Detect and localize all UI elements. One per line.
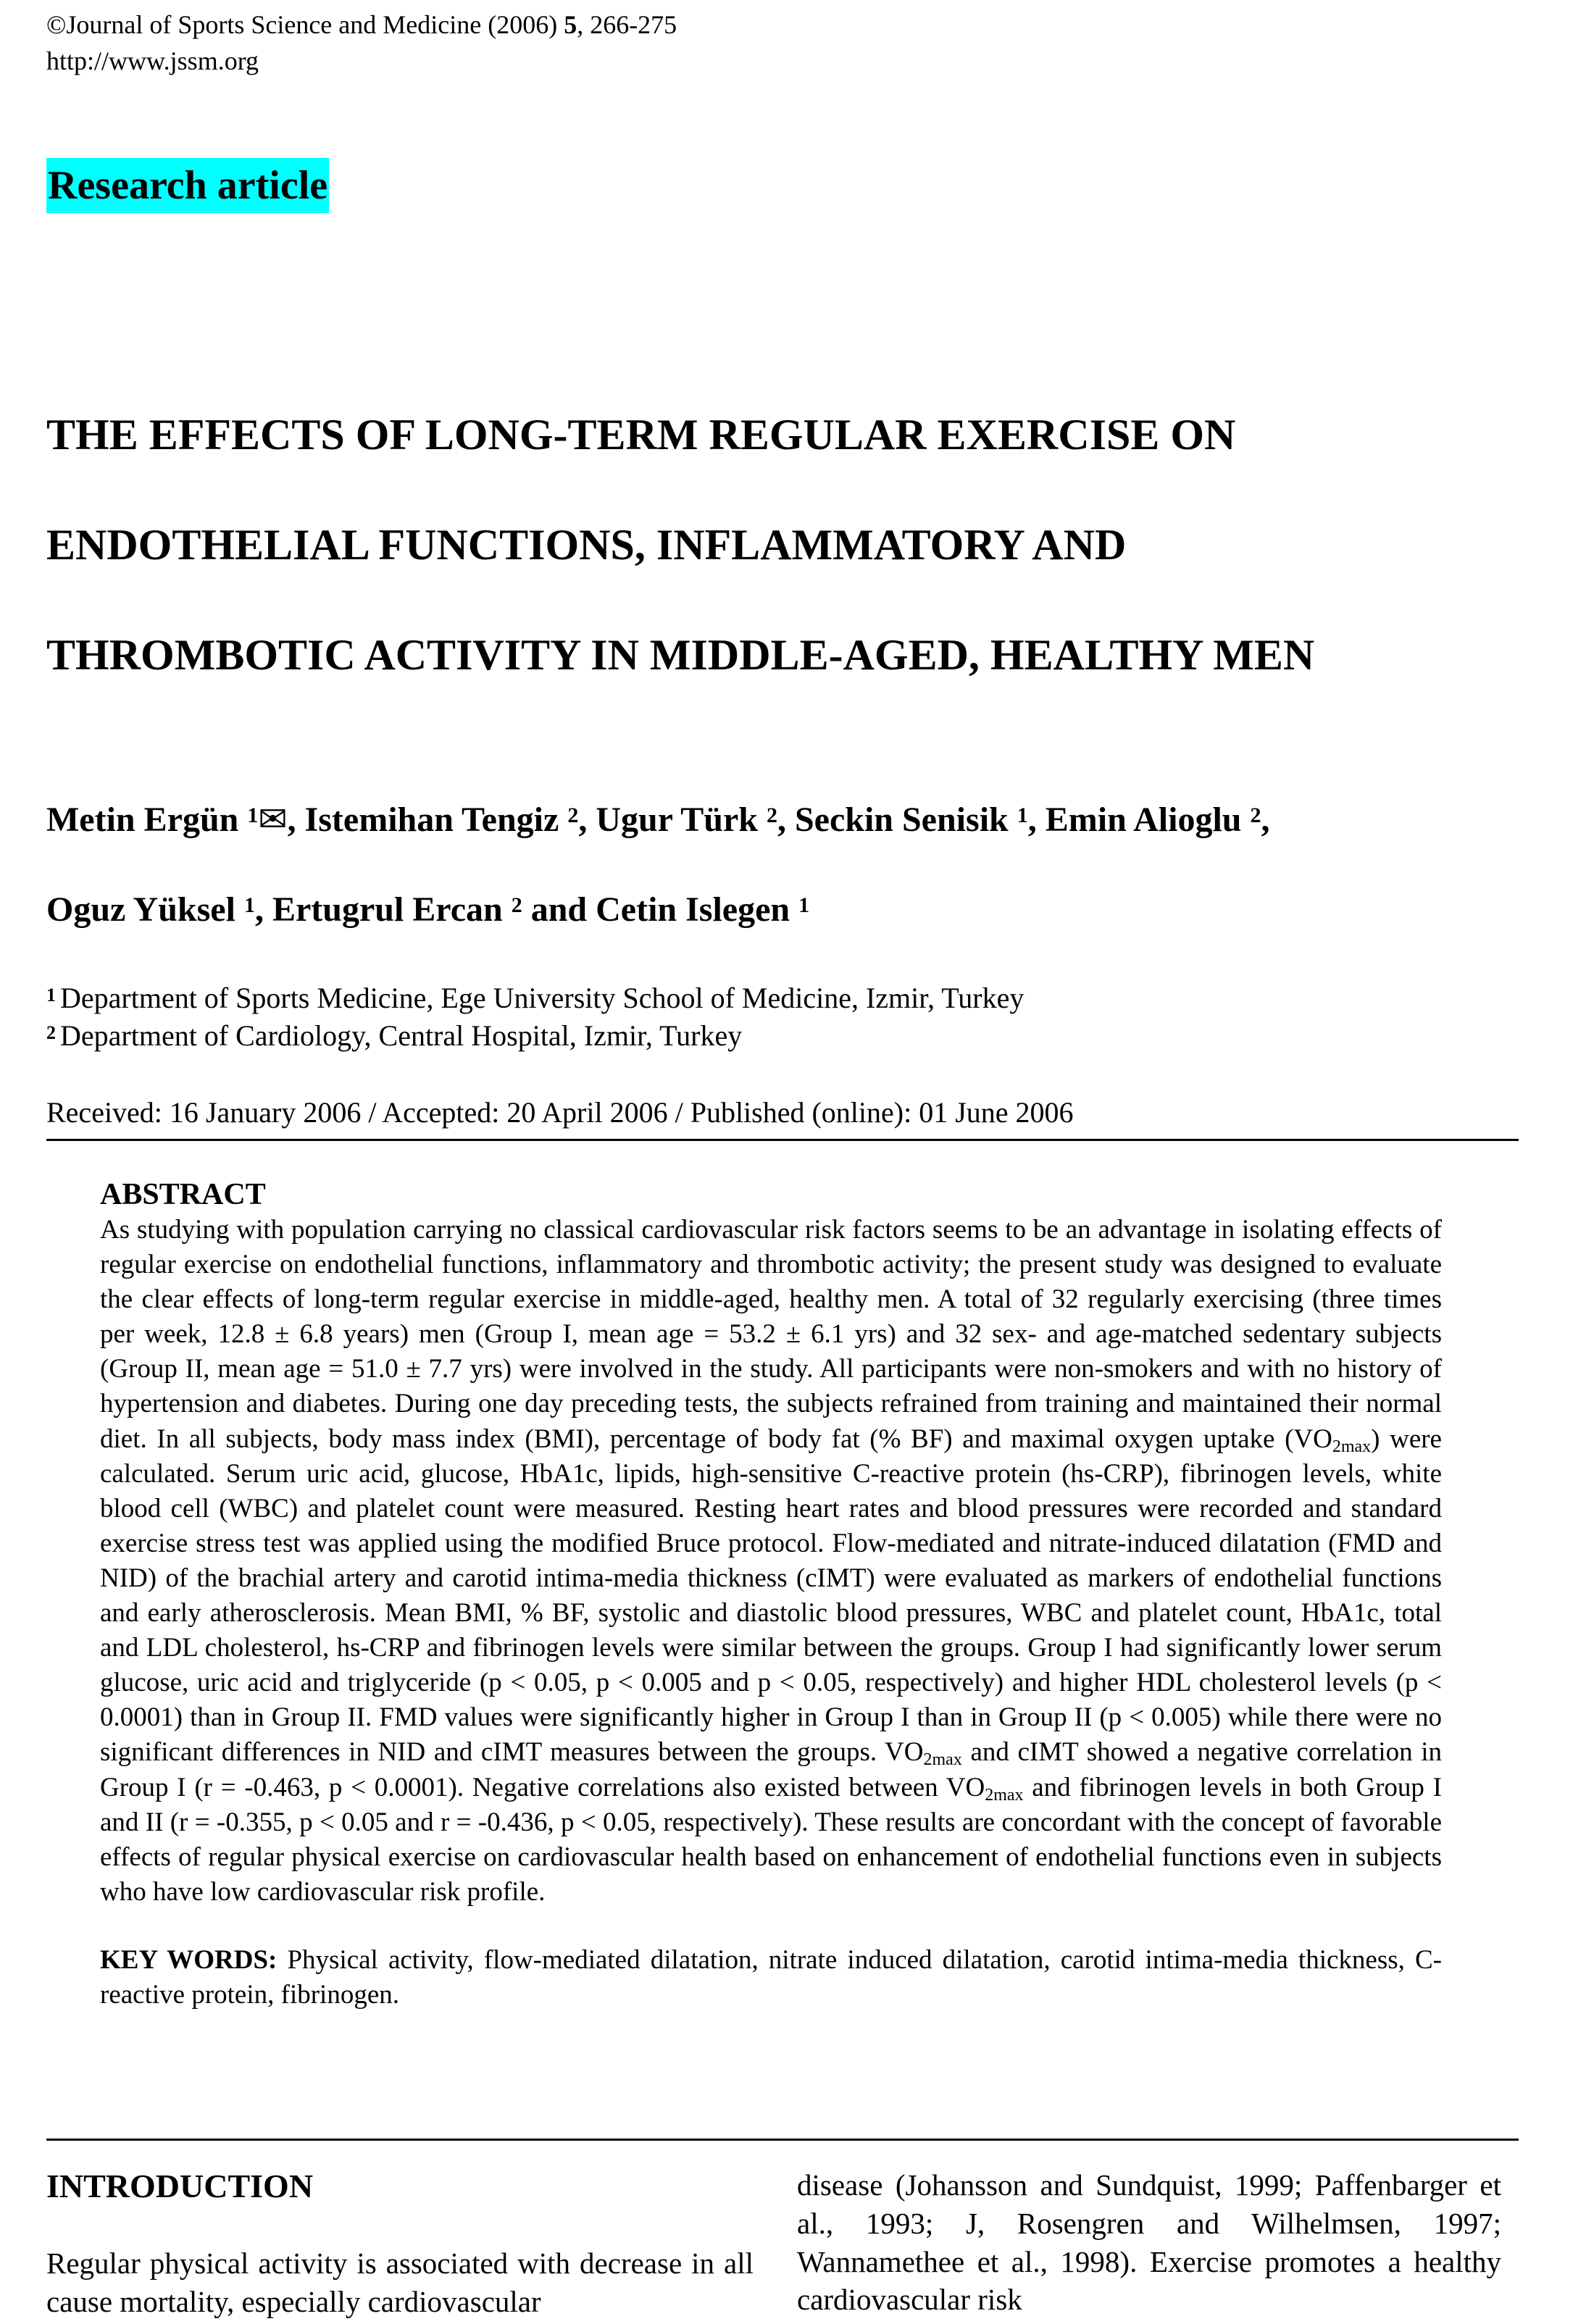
abstract-body: As studying with population carrying no classical cardiovascular risk factors seems to be an advantage in isolating effects of regular exercise on endothelial functions, inflammatory and thrombotic activity; the present study was designed to evaluate the clear effects of long-term regular exercise in middle-aged, healthy men. A total of 32 regularly exercising (three times per week, 12.8 ± 6.8 years) men (Group I, mean age = 53.2 ± 6.1 yrs) and 32 sex- and age-matched sedentary subjects (Group II, mean age = 51.0 ± 7.7 yrs) were involved in the study. All participants were non-smokers and with no history of hypertension and diabetes. During one day preceding tests, the subjects refrained from training and maintained their normal diet. In all subjects, body mass index (BMI), percentage of body fat (% BF) and maximal oxygen uptake $(VO_{2max})$ were calculated. Serum uric acid, glucose, HbA1c, lipids, high-sensitive C-reactive protein (hs-CRP), fibrinogen levels, white blood cell (WBC) and platelet count were measured. Resting heart rates and blood pressures were recorded and standard exercise stress test was applied using the modified Bruce protocol. Flow-mediated and nitrate-induced dilatation (FMD and NID) of the brachial artery and carotid intima-media thickness (cIMT) were evaluated as markers of endothelial functions and early atherosclerosis. Mean BMI, % BF, systolic and diastolic blood pressures, WBC and platelet count, HbA1c, total and LDL cholesterol, hs-CRP and fibrinogen levels were similar between the groups. Group I had significantly lower serum glucose, uric acid and triglyceride (p < 0.05, p < 0.005 and p < 0.05, respectively) and higher HDL cholesterol levels (p < 0.0001) than in Group II. FMD values were significantly higher in Group I than in Group II (p < 0.005) while there were no significant differences in NID and cIMT measures between the groups. $VO_{2max}$ and cIMT showed a negative correlation in Group I (r = -0.463, p < 0.0001). Negative correlations also existed between $VO_{2max}$ and fibrinogen levels in both Group I and II (r = -0.355, p < 0.05 and r = -0.436, p < 0.05, respectively). These results are concordant with the concept of favorable effects of regular physical exercise on cardiovascular health based on enhancement of endothelial functions even in subjects who have low cardiovascular risk profile.	[100, 1215, 1443, 1907]
divider-bottom	[46, 2139, 1519, 2141]
email-envelope-icon[interactable]: ✉	[258, 801, 288, 839]
abstract-heading: ABSTRACT	[100, 1178, 266, 1211]
article-type-badge: Research article	[46, 158, 329, 213]
introduction-right-column: disease (Johansson and Sundquist, 1999; Paffenbarger et al., 1993; J, Rosengren and Wilhelmsen, 1997; Wannamethee et al., 1998). Exercise promotes a healthy cardiovascular risk	[797, 2168, 1501, 2317]
introduction-left-column: Regular physical activity is associated with decrease in all cause mortality, especially cardiovascular	[46, 2246, 754, 2318]
publication-dates: Received: 16 January 2006 / Accepted: 20 April 2006 / Published (online): 01 June 2006	[46, 1096, 1074, 1129]
journal-volume: 5	[564, 10, 577, 39]
journal-url[interactable]: http://www.jssm.org	[46, 46, 259, 75]
title-line-2: ENDOTHELIAL FUNCTIONS, INFLAMMATORY AND	[46, 521, 1127, 569]
divider-top	[46, 1139, 1519, 1141]
abstract-section	[100, 1176, 1442, 2012]
title-line-1: THE EFFECTS OF LONG-TERM REGULAR EXERCISE ON	[46, 411, 1236, 459]
introduction-heading: INTRODUCTION	[46, 2168, 314, 2204]
journal-citation: ©Journal of Sports Science and Medicine (2006) 5, 266-275	[46, 10, 677, 39]
keywords-label: KEY WORDS:	[100, 1944, 278, 1975]
author-line-2: Oguz Yüksel $^1$, Ertugrul Ercan $^2$ and Cetin Islegen $^1$	[46, 890, 810, 929]
journal-pages: , 266-275	[577, 10, 677, 39]
title-line-3: THROMBOTIC ACTIVITY IN MIDDLE-AGED, HEALTHY MEN	[46, 631, 1315, 679]
affiliation-2: $^2$ Department of Cardiology, Central Hospital, Izmir, Turkey	[46, 1019, 743, 1052]
keywords: KEY WORDS: Physical activity, flow-mediated dilatation, nitrate induced dilatation, carotid intima-media thickness, C-reactive protein, fibrinogen.	[100, 1944, 1442, 2010]
affiliation-1: $^1$ Department of Sports Medicine, Ege University School of Medicine, Izmir, Turkey	[46, 982, 1025, 1014]
author-line-1: Metin Ergün $^1$✉, Istemihan Tengiz $^2$, Ugur Türk $^2$, Seckin Senisik $^1$, Emin Alioglu $^2$,	[46, 801, 1270, 839]
